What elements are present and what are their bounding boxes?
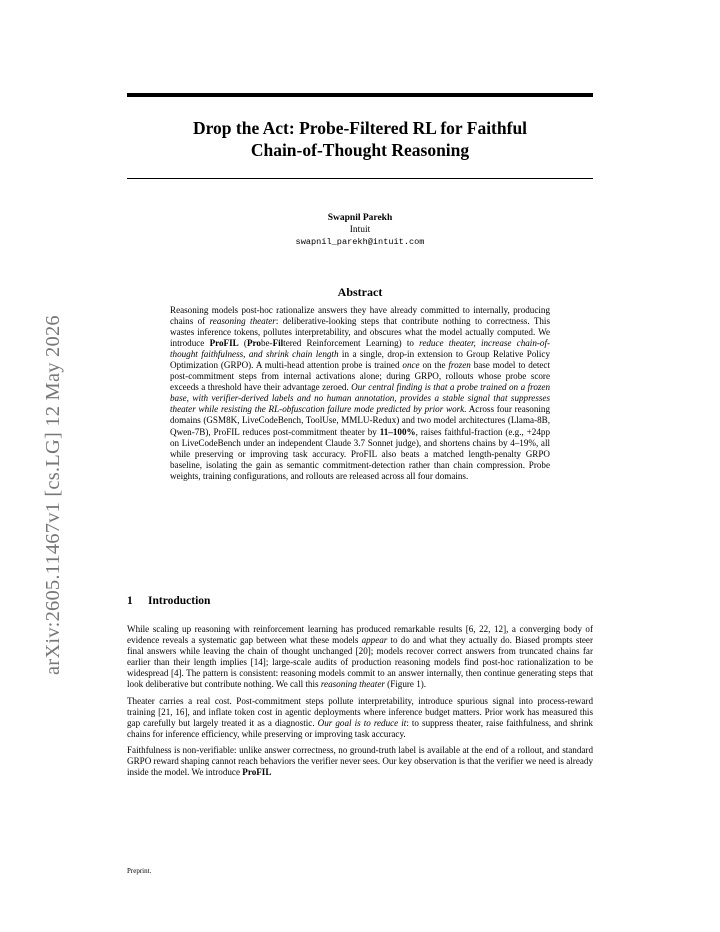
- title-line-1: Drop the Act: Probe-Filtered RL for Faithful: [192, 118, 528, 138]
- author-name: Swapnil Parekh: [327, 213, 393, 223]
- section-number: 1: [127, 595, 133, 607]
- title-line-2: Chain-of-Thought Reasoning: [250, 140, 470, 160]
- introduction-body: [127, 624, 593, 783]
- section-title: Introduction: [148, 595, 211, 607]
- abstract-body: [170, 305, 550, 482]
- author-affiliation: Intuit: [349, 225, 371, 235]
- abstract-paragraph: Reasoning models post-hoc rationalize answers they have already committed to internally, producing chains of reasoning theater: deliberative-looking steps that contribute nothing to correctness. This wastes inference tokens, pollutes interpretability, and obscures what the model actually computed. We introduce ProFIL (Probe-Filtered Reinforcement Learning) to reduce theater, increase chain-of-thought faithfulness, and shrink chain length in a single, drop-in extension to Group Relative Policy Optimization (GRPO). A multi-head attention probe is trained once on the frozen base model to detect post-commitment steps from internal activations alone; during GRPO, rollouts whose probe score exceeds a threshold have their advantage zeroed. Our central finding is that a probe trained on a frozen base, with verifier-derived labels and no human annotation, provides a stable signal that suppresses theater while resisting the RL-obfuscation failure mode predicted by prior work. Across four reasoning domains (GSM8K, LiveCodeBench, ToolUse, MMLU-Redux) and two model architectures (Llama-8B, Qwen-7B), ProFIL reduces post-commitment theater by 11–100%, raises faithful-fraction (e.g., +24pp on LiveCodeBench under an independent Claude 3.7 Sonnet judge), and shortens chains by 4–19%, all while preserving or improving task accuracy. ProFIL also beats a matched length-penalty GRPO baseline, isolating the gain as semantic commitment-detection rather than chain compression. Probe weights, training configurations, and rollouts are released across all four domains.: [170, 305, 551, 481]
- author-block: [127, 212, 593, 248]
- title-rule-top: [127, 93, 593, 97]
- intro-paragraph-3: Faithfulness is non-verifiable: unlike answer correctness, no ground-truth label is available at the end of a rollout, and standard GRPO reward shaping cannot reach behaviors the verifier never sees. Our key observation is that the verifier we need is already inside the model. We introduce ProFIL: [127, 744, 593, 778]
- title-rule-bottom: [127, 178, 593, 179]
- intro-paragraph-2: Theater carries a real cost. Post-commitment steps pollute interpretability, introduce spurious signal into process-reward training [21, 16], and inflate token cost in agentic deployments where inference budget matters. Prior work has measured this gap carefully but largely treated it as a diagnostic. Our goal is to reduce it: to suppress theater, raise faithfulness, and shrink chains for inference efficiency, while preserving or improving task accuracy.: [127, 695, 593, 739]
- intro-paragraph-1: While scaling up reasoning with reinforcement learning has produced remarkable results [6, 22, 12], a converging body of evidence reveals a systematic gap between what these models appear to do and what they actually do. Biased prompts steer final answers while leaving the chain of thought unchanged [20]; models recover correct answers from truncated chains far earlier than their length implies [14]; large-scale audits of production reasoning models find post-hoc rationalization to be widespread [4]. The pattern is consistent: reasoning models commit to an answer internally, then continue generating steps that look deliberative but contribute nothing. We call this reasoning theater (Figure 1).: [127, 624, 593, 690]
- footer-preprint: Preprint.: [127, 867, 152, 875]
- author-email: swapnil_parekh@intuit.com: [295, 237, 425, 247]
- section-heading-introduction: [127, 595, 210, 607]
- abstract-heading: Abstract: [337, 285, 383, 299]
- arxiv-identifier: arXiv:2605.11467v1 [cs.LG] 12 May 2026: [42, 315, 64, 675]
- paper-title: [127, 117, 593, 161]
